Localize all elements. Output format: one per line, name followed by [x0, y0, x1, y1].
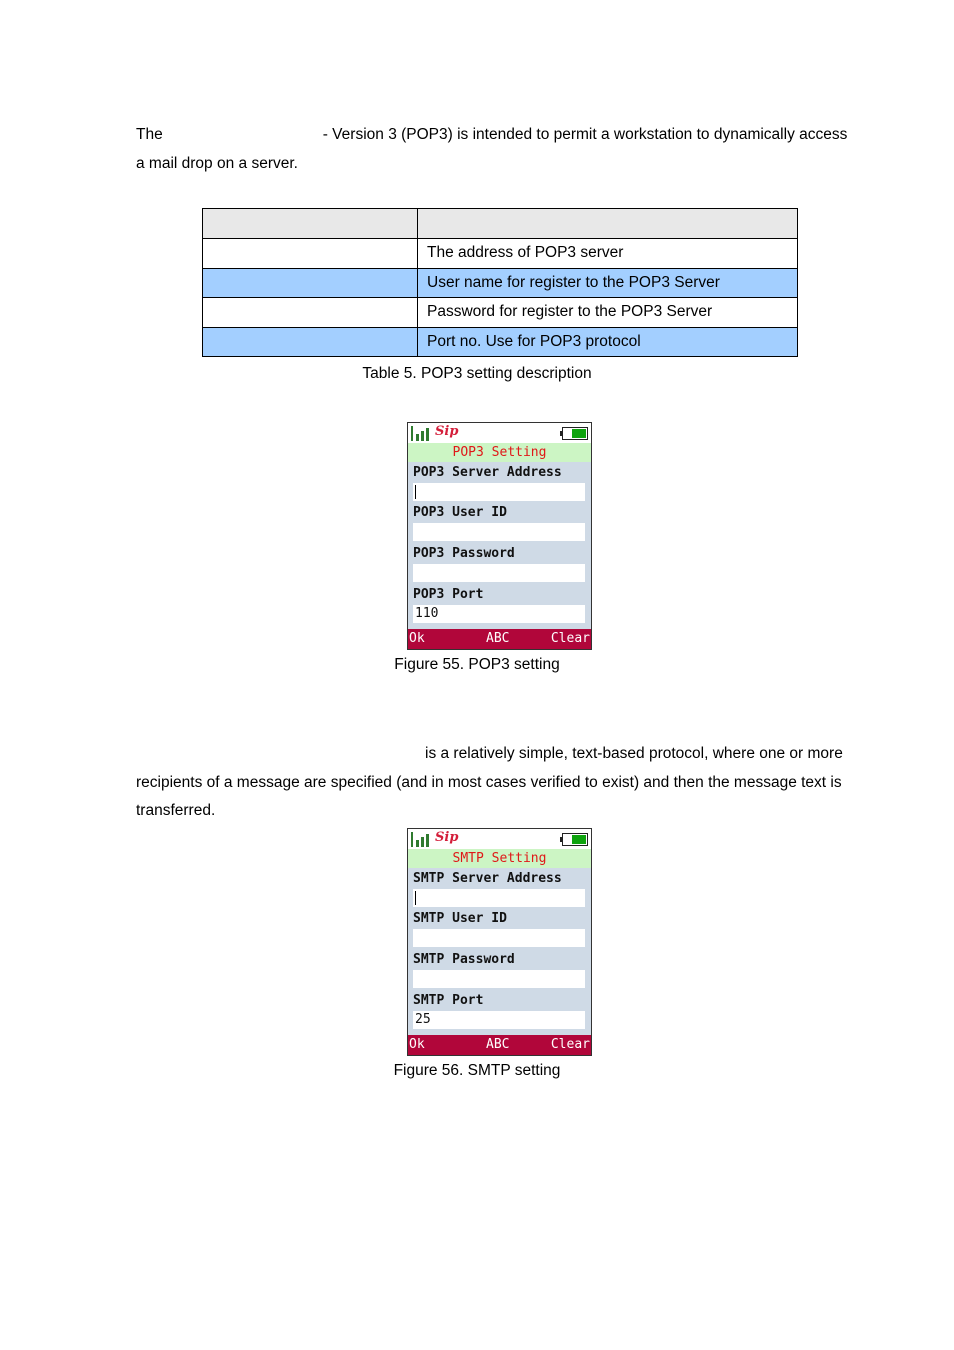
table-row [203, 239, 798, 269]
pop3-password-label: POP3 Password [413, 546, 515, 561]
table-header-row [203, 209, 798, 239]
smtp-port-label: SMTP Port [413, 993, 484, 1008]
softkey-bar [408, 629, 591, 649]
pop3-setting-screen [407, 422, 592, 650]
pop3-port-input[interactable]: 110 [413, 605, 585, 623]
pop3-port-label: POP3 Port [413, 587, 484, 602]
status-bar [408, 829, 591, 849]
ok-softkey[interactable]: Ok [409, 631, 425, 646]
table-cell-name [203, 327, 418, 357]
smtp-password-label: SMTP Password [413, 952, 515, 967]
table-cell-name [203, 298, 418, 328]
clear-softkey[interactable]: Clear [550, 631, 590, 646]
figure-56-caption: Figure 56. SMTP setting [393, 1062, 561, 1079]
table-row [203, 327, 798, 357]
smtp-intro-paragraph [136, 740, 866, 826]
pop3-server-address-input[interactable] [413, 483, 585, 501]
ok-softkey[interactable]: Ok [409, 1037, 425, 1052]
pop3-user-id-label: POP3 User ID [413, 505, 507, 520]
pop3-intro-line1: - Version 3 (POP3) is intended to permit a workstation to dynamically access [322, 126, 848, 143]
smtp-port-input[interactable]: 25 [413, 1011, 585, 1029]
smtp-user-id-input[interactable] [413, 929, 585, 947]
table-header-name [203, 209, 418, 239]
sip-logo: Sip [435, 424, 459, 439]
smtp-password-input[interactable] [413, 970, 585, 988]
smtp-intro-line3: transferred. [136, 802, 216, 819]
smtp-user-id-label: SMTP User ID [413, 911, 507, 926]
smtp-intro-line1: is a relatively simple, text-based protocol, where one or more [425, 745, 843, 762]
table-header-description [418, 209, 798, 239]
smtp-setting-screen [407, 828, 592, 1056]
table-cell-name [203, 268, 418, 298]
table-cell-description: Port no. Use for POP3 protocol [418, 327, 798, 357]
table-cell-description: Password for register to the POP3 Server [418, 298, 798, 328]
pop3-intro-paragraph [136, 121, 866, 178]
clear-softkey[interactable]: Clear [550, 1037, 590, 1052]
pop3-intro-lead: The [136, 126, 163, 143]
smtp-server-address-label: SMTP Server Address [413, 871, 562, 886]
status-bar [408, 423, 591, 443]
smtp-server-address-input[interactable] [413, 889, 585, 907]
screen-title: SMTP Setting [408, 849, 591, 868]
battery-icon [562, 833, 588, 846]
battery-icon [562, 427, 588, 440]
sip-logo: Sip [435, 830, 459, 845]
text-cursor [415, 485, 416, 499]
softkey-bar [408, 1035, 591, 1055]
pop3-password-input[interactable] [413, 564, 585, 582]
pop3-setting-table [202, 208, 798, 357]
smtp-intro-line2: recipients of a message are specified (and in most cases verified to exist) and then the message text is [136, 773, 842, 791]
text-cursor [415, 891, 416, 905]
table-row [203, 268, 798, 298]
abc-softkey[interactable]: ABC [486, 1037, 510, 1052]
table-cell-description: User name for register to the POP3 Server [418, 268, 798, 298]
signal-icon [411, 832, 431, 847]
table-row [203, 298, 798, 328]
table-cell-description: The address of POP3 server [418, 239, 798, 269]
table-caption: Table 5. POP3 setting description [362, 365, 592, 382]
pop3-server-address-label: POP3 Server Address [413, 465, 562, 480]
pop3-user-id-input[interactable] [413, 523, 585, 541]
signal-icon [411, 426, 431, 441]
screen-title: POP3 Setting [408, 443, 591, 462]
pop3-intro-line2: a mail drop on a server. [136, 154, 298, 172]
abc-softkey[interactable]: ABC [486, 631, 510, 646]
figure-55-caption: Figure 55. POP3 setting [394, 656, 560, 673]
table-cell-name [203, 239, 418, 269]
